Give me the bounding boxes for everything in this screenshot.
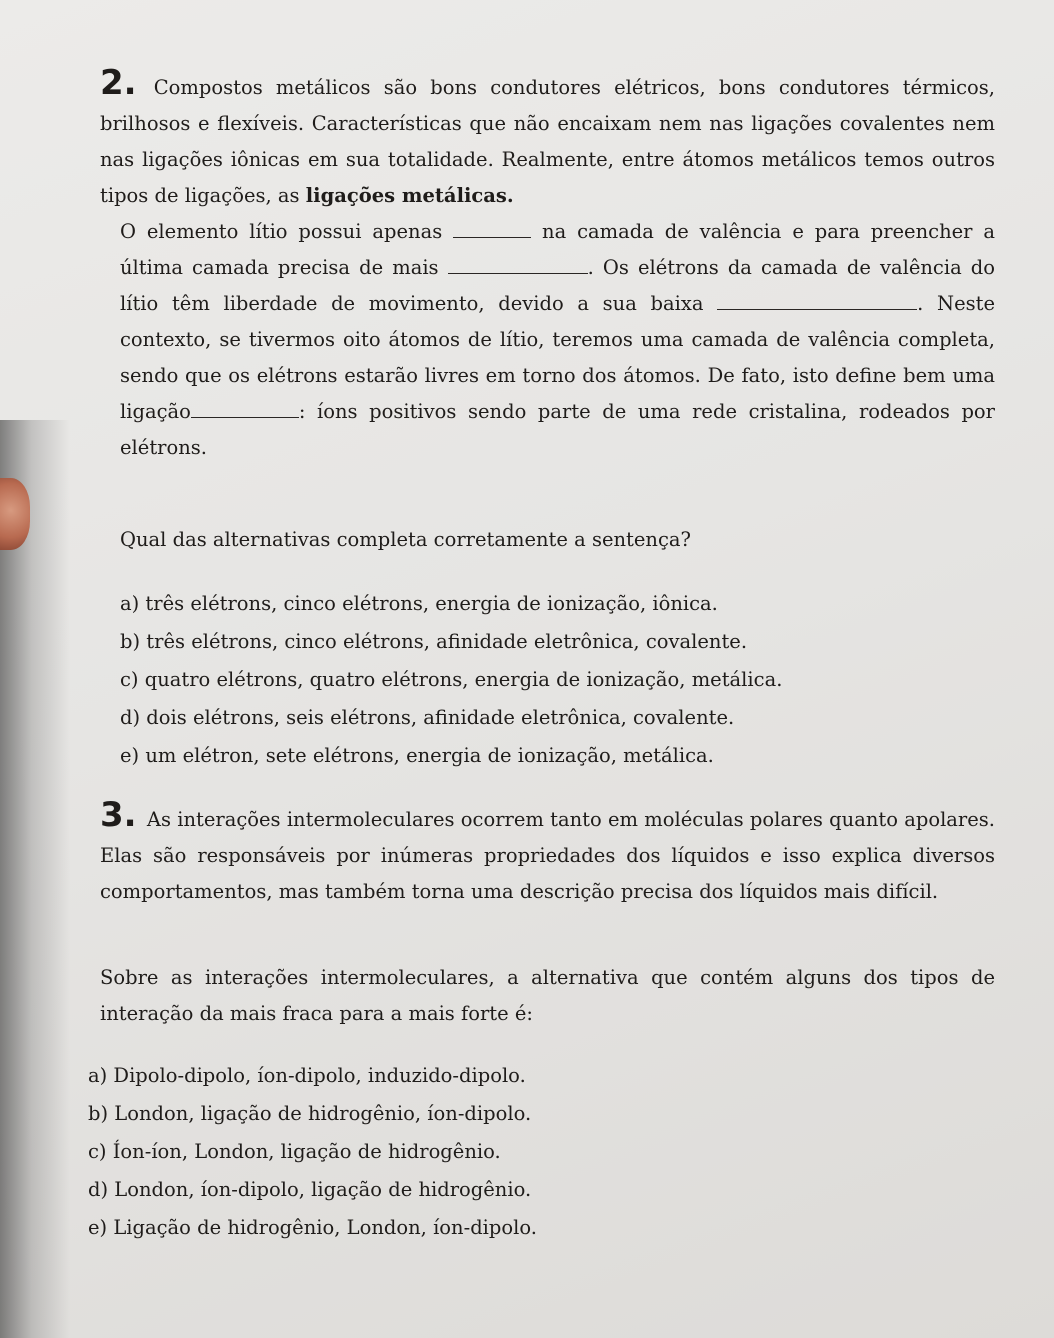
blank-4 bbox=[191, 401, 299, 418]
blank-2 bbox=[448, 257, 588, 274]
page-shadow bbox=[0, 420, 70, 1338]
question-2-prompt: Qual das alternativas completa corretamente a sentença? bbox=[120, 528, 691, 551]
question-2-intro-bold: ligações metálicas. bbox=[305, 184, 514, 207]
question-3-prompt: Sobre as interações intermoleculares, a alternativa que contém alguns dos tipos de interação da mais fraca para a mais forte é: bbox=[100, 966, 995, 1025]
option-e[interactable]: e) Ligação de hidrogênio, London, íon-dipolo. bbox=[88, 1216, 537, 1239]
blank-1 bbox=[453, 221, 531, 238]
question-2 bbox=[100, 63, 996, 776]
option-e[interactable]: e) um elétron, sete elétrons, energia de ionização, metálica. bbox=[120, 744, 714, 767]
question-3-number: 3. bbox=[100, 795, 137, 835]
option-c[interactable]: c) Íon-íon, London, ligação de hidrogênio. bbox=[88, 1140, 501, 1163]
question-2-fill-text bbox=[120, 214, 995, 466]
option-d[interactable]: d) London, íon-dipolo, ligação de hidrogênio. bbox=[88, 1178, 532, 1201]
question-2-intro-text: Compostos metálicos são bons condutores elétricos, bons condutores térmicos, brilhosos e flexíveis. Características que não encaixam nem nas ligações covalentes nem nas ligações iônicas em sua totalidade. Realmente, entre átomos metálicos temos outros tipos de ligações, as bbox=[100, 76, 996, 207]
question-2-intro bbox=[100, 63, 996, 214]
question-3-intro-text: As interações intermoleculares ocorrem tanto em moléculas polares quanto apolares. Elas são responsáveis por inúmeras propriedades dos líquidos e isso explica diversos comportamentos, mas também torna uma descrição precisa dos líquidos mais difícil. bbox=[100, 808, 995, 903]
fill-segment-2: na camada de valência e para preencher a última camada precisa de mais bbox=[120, 220, 996, 279]
finger-photo-artifact bbox=[0, 478, 30, 550]
option-b[interactable]: b) London, ligação de hidrogênio, íon-dipolo. bbox=[88, 1102, 532, 1125]
question-3 bbox=[88, 795, 995, 1248]
question-3-intro bbox=[100, 795, 995, 910]
question-2-options bbox=[120, 586, 995, 774]
option-d[interactable]: d) dois elétrons, seis elétrons, afinidade eletrônica, covalente. bbox=[120, 706, 735, 729]
question-3-options bbox=[88, 1058, 995, 1246]
option-a[interactable]: a) três elétrons, cinco elétrons, energia de ionização, iônica. bbox=[120, 592, 718, 615]
option-b[interactable]: b) três elétrons, cinco elétrons, afinidade eletrônica, covalente. bbox=[120, 630, 748, 653]
fill-segment-5: : íons positivos sendo parte de uma rede cristalina, rodeados por elétrons. bbox=[120, 400, 995, 459]
fill-segment-3: . Os elétrons da camada de valência do lítio têm liberdade de movimento, devido a sua baixa bbox=[120, 256, 995, 315]
fill-segment-1: O elemento lítio possui apenas bbox=[120, 220, 443, 243]
fill-segment-4: . Neste contexto, se tivermos oito átomos de lítio, teremos uma camada de valência completa, sendo que os elétrons estarão livres em torno dos átomos. De fato, isto define bem uma ligação bbox=[120, 292, 995, 423]
option-a[interactable]: a) Dipolo-dipolo, íon-dipolo, induzido-dipolo. bbox=[88, 1064, 526, 1087]
question-2-number: 2. bbox=[100, 63, 137, 103]
blank-3 bbox=[717, 293, 917, 310]
option-c[interactable]: c) quatro elétrons, quatro elétrons, energia de ionização, metálica. bbox=[120, 668, 783, 691]
